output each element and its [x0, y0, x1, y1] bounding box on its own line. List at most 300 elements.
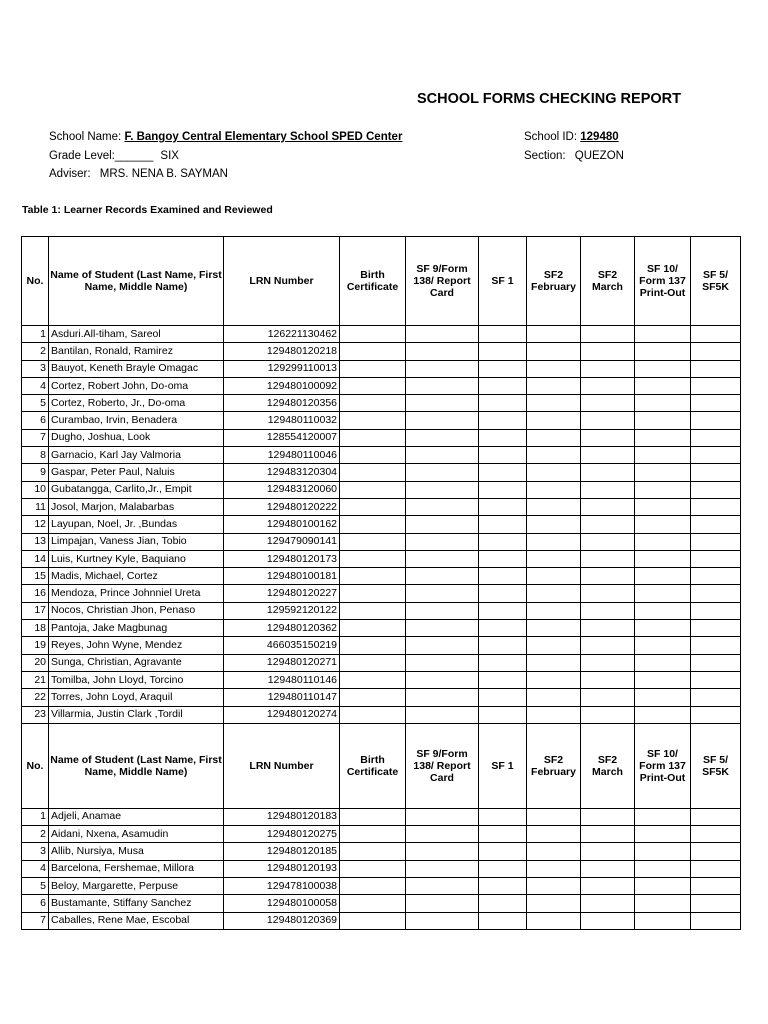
cell-sf9[interactable] — [406, 481, 479, 498]
cell-sf10[interactable] — [635, 429, 691, 446]
cell-birth-certificate[interactable] — [340, 377, 406, 394]
cell-sf9[interactable] — [406, 326, 479, 343]
cell-sf5[interactable] — [691, 377, 741, 394]
cell-sf2-march[interactable] — [581, 878, 635, 895]
cell-sf2-march[interactable] — [581, 360, 635, 377]
cell-birth-certificate[interactable] — [340, 326, 406, 343]
cell-sf9[interactable] — [406, 533, 479, 550]
cell-birth-certificate[interactable] — [340, 689, 406, 706]
student-name: Barcelona, Fershemae, Millora — [49, 860, 224, 877]
cell-sf1[interactable] — [479, 464, 527, 481]
table-row — [22, 706, 741, 723]
cell-sf1[interactable] — [479, 326, 527, 343]
header-sf10: SF 10/ Form 137 Print-Out — [635, 723, 691, 808]
cell-sf2-february[interactable] — [527, 843, 581, 860]
cell-sf10[interactable] — [635, 360, 691, 377]
cell-birth-certificate[interactable] — [340, 533, 406, 550]
table-row — [22, 412, 741, 429]
cell-sf2-march[interactable] — [581, 706, 635, 723]
header-birth-certificate: Birth Certificate — [340, 237, 406, 326]
cell-sf9[interactable] — [406, 568, 479, 585]
cell-sf5[interactable] — [691, 429, 741, 446]
cell-birth-certificate[interactable] — [340, 912, 406, 929]
table-row — [22, 602, 741, 619]
row-number: 5 — [22, 395, 49, 412]
cell-sf2-march[interactable] — [581, 412, 635, 429]
cell-sf1[interactable] — [479, 360, 527, 377]
cell-sf2-march[interactable] — [581, 689, 635, 706]
cell-sf5[interactable] — [691, 360, 741, 377]
table-row — [22, 326, 741, 343]
section-line — [524, 150, 624, 162]
header-sf1: SF 1 — [479, 237, 527, 326]
cell-sf1[interactable] — [479, 481, 527, 498]
cell-sf10[interactable] — [635, 343, 691, 360]
cell-sf2-march[interactable] — [581, 860, 635, 877]
lrn-number: 129480120173 — [224, 550, 340, 567]
cell-birth-certificate[interactable] — [340, 516, 406, 533]
cell-sf2-february[interactable] — [527, 826, 581, 843]
cell-sf5[interactable] — [691, 878, 741, 895]
cell-sf9[interactable] — [406, 689, 479, 706]
cell-birth-certificate[interactable] — [340, 429, 406, 446]
lrn-number: 129480100092 — [224, 377, 340, 394]
cell-sf9[interactable] — [406, 550, 479, 567]
report-title: SCHOOL FORMS CHECKING REPORT — [417, 91, 681, 107]
header-sf9: SF 9/Form 138/ Report Card — [406, 237, 479, 326]
student-name: Luis, Kurtney Kyle, Baquiano — [49, 550, 224, 567]
student-name: Bustamante, Stiffany Sanchez — [49, 895, 224, 912]
cell-sf2-february[interactable] — [527, 620, 581, 637]
cell-sf5[interactable] — [691, 808, 741, 825]
row-number: 5 — [22, 878, 49, 895]
cell-sf5[interactable] — [691, 843, 741, 860]
cell-sf2-march[interactable] — [581, 343, 635, 360]
cell-birth-certificate[interactable] — [340, 878, 406, 895]
cell-sf5[interactable] — [691, 637, 741, 654]
cell-sf2-february[interactable] — [527, 343, 581, 360]
cell-sf5[interactable] — [691, 498, 741, 515]
cell-sf9[interactable] — [406, 878, 479, 895]
cell-sf2-february[interactable] — [527, 377, 581, 394]
cell-sf9[interactable] — [406, 447, 479, 464]
cell-sf9[interactable] — [406, 343, 479, 360]
cell-sf5[interactable] — [691, 860, 741, 877]
cell-birth-certificate[interactable] — [340, 637, 406, 654]
cell-sf2-february[interactable] — [527, 860, 581, 877]
header-sf2-february: SF2 February — [527, 723, 581, 808]
grade-level-value: SIX — [160, 150, 179, 162]
cell-sf2-february[interactable] — [527, 912, 581, 929]
cell-sf5[interactable] — [691, 326, 741, 343]
cell-sf1[interactable] — [479, 637, 527, 654]
row-number: 4 — [22, 377, 49, 394]
cell-sf9[interactable] — [406, 654, 479, 671]
cell-sf2-march[interactable] — [581, 550, 635, 567]
cell-sf2-march[interactable] — [581, 895, 635, 912]
lrn-number: 126221130462 — [224, 326, 340, 343]
row-number: 4 — [22, 860, 49, 877]
cell-sf9[interactable] — [406, 429, 479, 446]
cell-sf1[interactable] — [479, 498, 527, 515]
cell-sf10[interactable] — [635, 377, 691, 394]
cell-sf1[interactable] — [479, 602, 527, 619]
table-row — [22, 860, 741, 877]
cell-sf10[interactable] — [635, 516, 691, 533]
lrn-number: 129480120222 — [224, 498, 340, 515]
cell-sf5[interactable] — [691, 412, 741, 429]
cell-sf5[interactable] — [691, 585, 741, 602]
row-number: 11 — [22, 498, 49, 515]
cell-sf9[interactable] — [406, 516, 479, 533]
cell-sf9[interactable] — [406, 464, 479, 481]
cell-sf2-march[interactable] — [581, 637, 635, 654]
cell-sf9[interactable] — [406, 895, 479, 912]
cell-sf10[interactable] — [635, 895, 691, 912]
cell-sf2-february[interactable] — [527, 464, 581, 481]
cell-sf1[interactable] — [479, 878, 527, 895]
cell-sf5[interactable] — [691, 447, 741, 464]
table-row — [22, 654, 741, 671]
cell-sf10[interactable] — [635, 585, 691, 602]
cell-sf1[interactable] — [479, 585, 527, 602]
cell-birth-certificate[interactable] — [340, 654, 406, 671]
cell-birth-certificate[interactable] — [340, 843, 406, 860]
lrn-number: 129480100058 — [224, 895, 340, 912]
student-name: Adjeli, Anamae — [49, 808, 224, 825]
lrn-number: 129480120362 — [224, 620, 340, 637]
grade-level-line — [49, 150, 179, 162]
cell-sf2-february[interactable] — [527, 895, 581, 912]
header-no: No. — [22, 237, 49, 326]
cell-sf9[interactable] — [406, 377, 479, 394]
row-number: 1 — [22, 808, 49, 825]
student-name: Asduri.All-tiham, Sareol — [49, 326, 224, 343]
student-name: Torres, John Loyd, Araquil — [49, 689, 224, 706]
cell-birth-certificate[interactable] — [340, 343, 406, 360]
cell-birth-certificate[interactable] — [340, 550, 406, 567]
cell-sf5[interactable] — [691, 602, 741, 619]
cell-sf5[interactable] — [691, 516, 741, 533]
cell-sf5[interactable] — [691, 671, 741, 688]
cell-birth-certificate[interactable] — [340, 895, 406, 912]
cell-sf10[interactable] — [635, 620, 691, 637]
cell-birth-certificate[interactable] — [340, 360, 406, 377]
cell-birth-certificate[interactable] — [340, 568, 406, 585]
cell-sf2-february[interactable] — [527, 360, 581, 377]
cell-sf10[interactable] — [635, 602, 691, 619]
lrn-number: 129480120218 — [224, 343, 340, 360]
cell-sf2-march[interactable] — [581, 843, 635, 860]
cell-sf5[interactable] — [691, 706, 741, 723]
adviser-line — [49, 168, 228, 180]
table-row — [22, 895, 741, 912]
cell-birth-certificate[interactable] — [340, 585, 406, 602]
cell-sf9[interactable] — [406, 637, 479, 654]
cell-sf10[interactable] — [635, 395, 691, 412]
student-name: Pantoja, Jake Magbunag — [49, 620, 224, 637]
lrn-number: 129480100181 — [224, 568, 340, 585]
cell-sf2-february[interactable] — [527, 481, 581, 498]
cell-sf5[interactable] — [691, 395, 741, 412]
cell-sf1[interactable] — [479, 860, 527, 877]
row-number: 19 — [22, 637, 49, 654]
school-id-line — [524, 131, 619, 143]
cell-sf1[interactable] — [479, 412, 527, 429]
cell-sf9[interactable] — [406, 671, 479, 688]
cell-sf2-march[interactable] — [581, 568, 635, 585]
cell-birth-certificate[interactable] — [340, 602, 406, 619]
cell-sf10[interactable] — [635, 412, 691, 429]
cell-sf5[interactable] — [691, 654, 741, 671]
cell-sf2-march[interactable] — [581, 429, 635, 446]
student-name: Bantilan, Ronald, Ramirez — [49, 343, 224, 360]
table-row — [22, 826, 741, 843]
cell-sf10[interactable] — [635, 689, 691, 706]
cell-sf1[interactable] — [479, 550, 527, 567]
cell-sf10[interactable] — [635, 878, 691, 895]
cell-sf2-march[interactable] — [581, 516, 635, 533]
cell-sf10[interactable] — [635, 498, 691, 515]
cell-sf2-february[interactable] — [527, 878, 581, 895]
cell-sf10[interactable] — [635, 671, 691, 688]
table-row — [22, 671, 741, 688]
cell-sf2-march[interactable] — [581, 826, 635, 843]
cell-sf9[interactable] — [406, 860, 479, 877]
cell-sf10[interactable] — [635, 860, 691, 877]
cell-birth-certificate[interactable] — [340, 808, 406, 825]
student-name: Beloy, Margarette, Perpuse — [49, 878, 224, 895]
cell-sf5[interactable] — [691, 533, 741, 550]
cell-sf5[interactable] — [691, 895, 741, 912]
cell-sf2-march[interactable] — [581, 395, 635, 412]
cell-birth-certificate[interactable] — [340, 498, 406, 515]
cell-sf1[interactable] — [479, 533, 527, 550]
row-number: 18 — [22, 620, 49, 637]
cell-sf1[interactable] — [479, 395, 527, 412]
table-row — [22, 568, 741, 585]
table-row — [22, 843, 741, 860]
cell-sf1[interactable] — [479, 429, 527, 446]
cell-sf2-march[interactable] — [581, 912, 635, 929]
cell-sf9[interactable] — [406, 912, 479, 929]
student-name: Mendoza, Prince Johnniel Ureta — [49, 585, 224, 602]
adviser-value: MRS. NENA B. SAYMAN — [99, 168, 228, 180]
row-number: 13 — [22, 533, 49, 550]
table-row — [22, 498, 741, 515]
header-sf2-february: SF2 February — [527, 237, 581, 326]
lrn-number: 129480110032 — [224, 412, 340, 429]
cell-sf9[interactable] — [406, 706, 479, 723]
cell-sf1[interactable] — [479, 808, 527, 825]
cell-sf2-march[interactable] — [581, 481, 635, 498]
cell-birth-certificate[interactable] — [340, 395, 406, 412]
table-row — [22, 620, 741, 637]
cell-birth-certificate[interactable] — [340, 412, 406, 429]
student-name: Tomilba, John Lloyd, Torcino — [49, 671, 224, 688]
cell-sf5[interactable] — [691, 689, 741, 706]
row-number: 1 — [22, 326, 49, 343]
cell-sf9[interactable] — [406, 395, 479, 412]
cell-sf2-march[interactable] — [581, 620, 635, 637]
cell-birth-certificate[interactable] — [340, 464, 406, 481]
cell-sf10[interactable] — [635, 481, 691, 498]
cell-sf2-february[interactable] — [527, 395, 581, 412]
student-name: Cortez, Robert John, Do-oma — [49, 377, 224, 394]
cell-sf10[interactable] — [635, 568, 691, 585]
cell-sf5[interactable] — [691, 826, 741, 843]
cell-sf5[interactable] — [691, 343, 741, 360]
cell-sf1[interactable] — [479, 568, 527, 585]
cell-sf9[interactable] — [406, 826, 479, 843]
table-row — [22, 878, 741, 895]
cell-sf9[interactable] — [406, 360, 479, 377]
cell-sf2-february[interactable] — [527, 689, 581, 706]
cell-sf9[interactable] — [406, 498, 479, 515]
cell-birth-certificate[interactable] — [340, 671, 406, 688]
cell-birth-certificate[interactable] — [340, 620, 406, 637]
cell-sf2-march[interactable] — [581, 602, 635, 619]
cell-sf1[interactable] — [479, 516, 527, 533]
cell-sf2-march[interactable] — [581, 533, 635, 550]
cell-birth-certificate[interactable] — [340, 826, 406, 843]
row-number: 2 — [22, 826, 49, 843]
cell-sf1[interactable] — [479, 843, 527, 860]
cell-sf2-february[interactable] — [527, 516, 581, 533]
cell-sf5[interactable] — [691, 912, 741, 929]
cell-sf9[interactable] — [406, 620, 479, 637]
row-number: 7 — [22, 912, 49, 929]
cell-birth-certificate[interactable] — [340, 481, 406, 498]
cell-sf5[interactable] — [691, 464, 741, 481]
cell-sf9[interactable] — [406, 843, 479, 860]
cell-sf5[interactable] — [691, 620, 741, 637]
cell-sf2-february[interactable] — [527, 412, 581, 429]
table-row — [22, 447, 741, 464]
cell-sf2-march[interactable] — [581, 654, 635, 671]
cell-sf1[interactable] — [479, 689, 527, 706]
table-row — [22, 377, 741, 394]
cell-sf5[interactable] — [691, 481, 741, 498]
cell-birth-certificate[interactable] — [340, 447, 406, 464]
header-student-name: Name of Student (Last Name, First Name, Middle Name) — [49, 723, 224, 808]
cell-sf2-february[interactable] — [527, 568, 581, 585]
cell-sf10[interactable] — [635, 808, 691, 825]
cell-sf2-february[interactable] — [527, 533, 581, 550]
cell-sf10[interactable] — [635, 326, 691, 343]
cell-sf10[interactable] — [635, 826, 691, 843]
cell-sf1[interactable] — [479, 620, 527, 637]
cell-sf2-march[interactable] — [581, 671, 635, 688]
cell-sf2-march[interactable] — [581, 326, 635, 343]
cell-sf2-march[interactable] — [581, 447, 635, 464]
cell-sf2-march[interactable] — [581, 377, 635, 394]
cell-sf1[interactable] — [479, 706, 527, 723]
student-name: Gaspar, Peter Paul, Naluis — [49, 464, 224, 481]
cell-sf9[interactable] — [406, 808, 479, 825]
adviser-label: Adviser: — [49, 168, 91, 180]
cell-sf2-february[interactable] — [527, 637, 581, 654]
student-name: Caballes, Rene Mae, Escobal — [49, 912, 224, 929]
cell-sf1[interactable] — [479, 912, 527, 929]
cell-birth-certificate[interactable] — [340, 706, 406, 723]
row-number: 2 — [22, 343, 49, 360]
table-header-row — [22, 723, 741, 808]
cell-sf1[interactable] — [479, 377, 527, 394]
cell-sf2-february[interactable] — [527, 447, 581, 464]
cell-sf2-march[interactable] — [581, 808, 635, 825]
cell-sf1[interactable] — [479, 447, 527, 464]
cell-sf9[interactable] — [406, 585, 479, 602]
lrn-number: 129480120369 — [224, 912, 340, 929]
student-name: Cortez, Roberto, Jr., Do-oma — [49, 395, 224, 412]
lrn-number: 129480120356 — [224, 395, 340, 412]
cell-sf10[interactable] — [635, 533, 691, 550]
header-sf10: SF 10/ Form 137 Print-Out — [635, 237, 691, 326]
cell-sf2-february[interactable] — [527, 550, 581, 567]
cell-sf10[interactable] — [635, 654, 691, 671]
cell-sf2-february[interactable] — [527, 706, 581, 723]
table-row — [22, 585, 741, 602]
header-no: No. — [22, 723, 49, 808]
cell-sf2-february[interactable] — [527, 585, 581, 602]
cell-sf10[interactable] — [635, 912, 691, 929]
cell-sf2-february[interactable] — [527, 671, 581, 688]
cell-sf2-february[interactable] — [527, 808, 581, 825]
header-lrn: LRN Number — [224, 723, 340, 808]
lrn-number: 129480110146 — [224, 671, 340, 688]
cell-sf2-february[interactable] — [527, 429, 581, 446]
table-caption: Table 1: Learner Records Examined and Reviewed — [22, 204, 273, 216]
cell-sf10[interactable] — [635, 706, 691, 723]
cell-sf9[interactable] — [406, 602, 479, 619]
cell-sf10[interactable] — [635, 447, 691, 464]
student-name: Villarmia, Justin Clark ,Tordil — [49, 706, 224, 723]
cell-sf10[interactable] — [635, 637, 691, 654]
lrn-number: 129480120274 — [224, 706, 340, 723]
cell-sf1[interactable] — [479, 671, 527, 688]
student-name: Nocos, Christian Jhon, Penaso — [49, 602, 224, 619]
student-name: Curambao, Irvin, Benadera — [49, 412, 224, 429]
row-number: 20 — [22, 654, 49, 671]
cell-sf2-february[interactable] — [527, 602, 581, 619]
school-name-line — [49, 131, 402, 143]
table-row — [22, 429, 741, 446]
cell-sf5[interactable] — [691, 568, 741, 585]
cell-sf9[interactable] — [406, 412, 479, 429]
cell-sf2-march[interactable] — [581, 585, 635, 602]
cell-sf1[interactable] — [479, 895, 527, 912]
lrn-number: 129480110046 — [224, 447, 340, 464]
cell-birth-certificate[interactable] — [340, 860, 406, 877]
cell-sf10[interactable] — [635, 843, 691, 860]
student-name: Limpajan, Vaness Jian, Tobio — [49, 533, 224, 550]
cell-sf2-march[interactable] — [581, 498, 635, 515]
student-name: Gubatangga, Carlito,Jr., Empit — [49, 481, 224, 498]
cell-sf2-february[interactable] — [527, 654, 581, 671]
cell-sf1[interactable] — [479, 654, 527, 671]
cell-sf10[interactable] — [635, 550, 691, 567]
cell-sf10[interactable] — [635, 464, 691, 481]
cell-sf1[interactable] — [479, 826, 527, 843]
cell-sf1[interactable] — [479, 343, 527, 360]
cell-sf2-february[interactable] — [527, 326, 581, 343]
table-row — [22, 533, 741, 550]
cell-sf5[interactable] — [691, 550, 741, 567]
cell-sf2-february[interactable] — [527, 498, 581, 515]
table-row — [22, 912, 741, 929]
cell-sf2-march[interactable] — [581, 464, 635, 481]
